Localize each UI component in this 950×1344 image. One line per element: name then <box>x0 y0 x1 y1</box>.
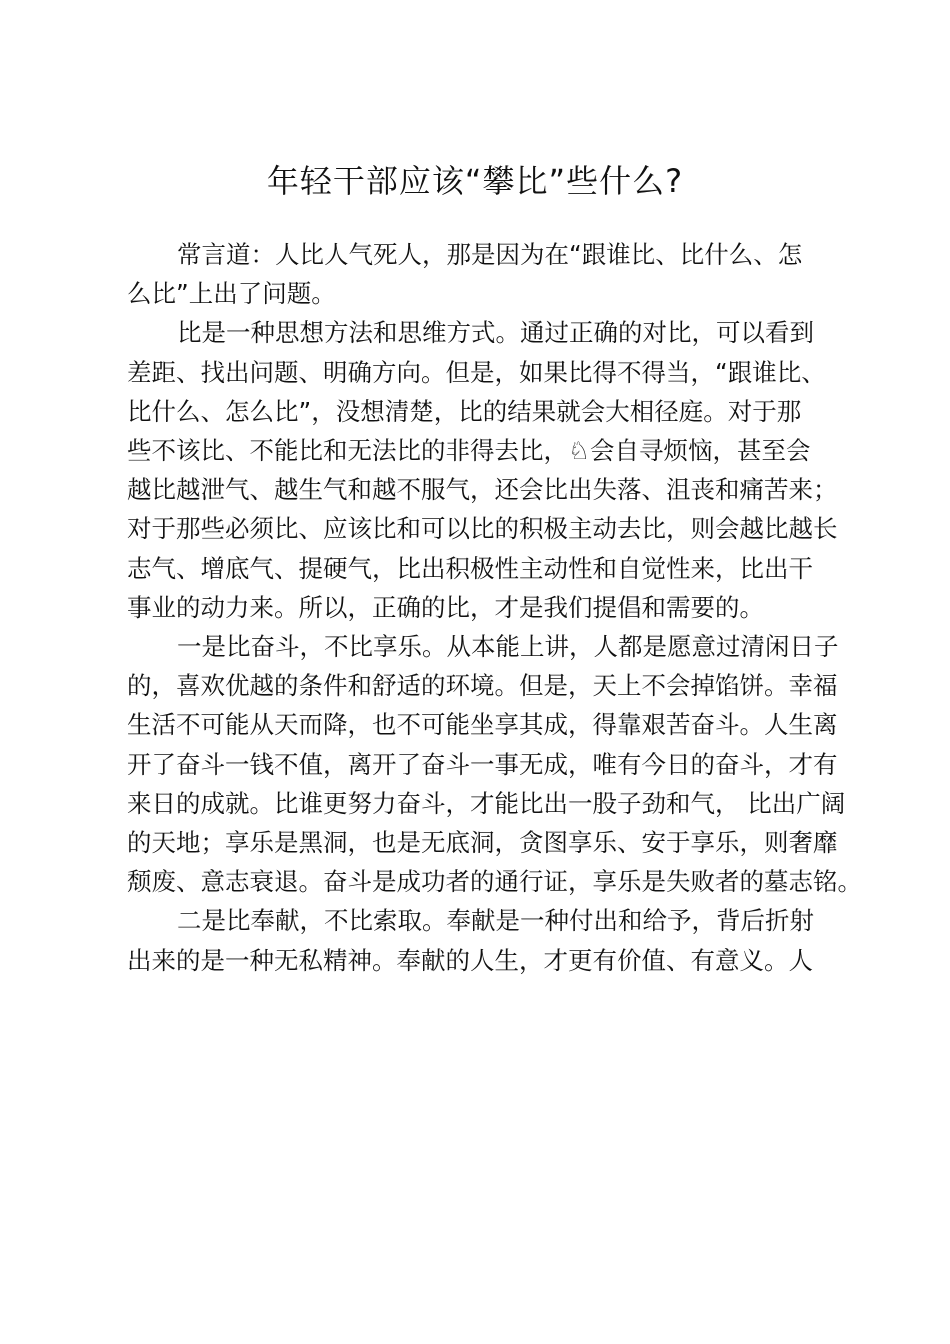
text-line: 比是一种思想方法和思维方式。通过正确的对比，可以看到 <box>177 318 814 348</box>
text-line: 生活不可能从天而降，也不可能坐享其成，得靠艰苦奋斗。人生离 <box>127 710 838 740</box>
text-line: 一是比奋斗，不比享乐。从本能上讲，人都是愿意过清闲日子 <box>177 632 839 662</box>
text-line: 来日的成就。比谁更努力奋斗，才能比出一股子劲和气， 比出广阔 <box>127 788 846 818</box>
text-line: 对于那些必须比、应该比和可以比的积极主动去比，则会越比越长 <box>127 514 838 544</box>
text-line: 志气、增底气、提硬气，比出积极性主动性和自觉性来，比出干 <box>127 553 813 583</box>
paragraph-1 <box>127 235 867 313</box>
text-line: 常言道：人比人气死人，那是因为在“跟谁比、比什么、怎 <box>177 240 803 269</box>
paragraph-2 <box>127 313 867 627</box>
paragraph-3 <box>127 627 867 901</box>
text-line: 出来的是一种无私精神。奉献的人生，才更有价值、有意义。人 <box>127 945 813 975</box>
page-title: 年轻干部应该“攀比”些什么? <box>266 162 684 200</box>
text-line: 的，喜欢优越的条件和舒适的环境。但是，天上不会掉馅饼。幸福 <box>127 671 838 701</box>
paragraph-4 <box>127 901 867 979</box>
text-line: 二是比奉献，不比索取。奉献是一种付出和给予，背后折射 <box>177 906 814 936</box>
text-line: 么比”上出了问题。 <box>127 279 336 309</box>
document-body <box>127 235 867 980</box>
text-line: 开了奋斗一钱不值，离开了奋斗一事无成，唯有今日的奋斗，才有 <box>127 749 838 779</box>
text-line: 越比越泄气、越生气和越不服气，还会比出失落、沮丧和痛苦来； <box>127 475 838 505</box>
text-line: 差距、找出问题、明确方向。但是，如果比得不得当，“跟谁比、 <box>127 357 826 387</box>
text-line: 颓废、意志衰退。奋斗是成功者的通行证，享乐是失败者的墓志铭。 <box>127 867 862 897</box>
text-line: 比什么、怎么比”，没想清楚，比的结果就会大相径庭。对于那 <box>127 396 802 426</box>
text-line: 事业的动力来。所以，正确的比，才是我们提倡和需要的。 <box>127 592 764 622</box>
text-line: 些不该比、不能比和无法比的非得去比，♘会自寻烦恼，甚至会 <box>127 436 811 466</box>
text-line: 的天地；享乐是黑洞，也是无底洞，贪图享乐、安于享乐，则奢靡 <box>127 828 838 858</box>
